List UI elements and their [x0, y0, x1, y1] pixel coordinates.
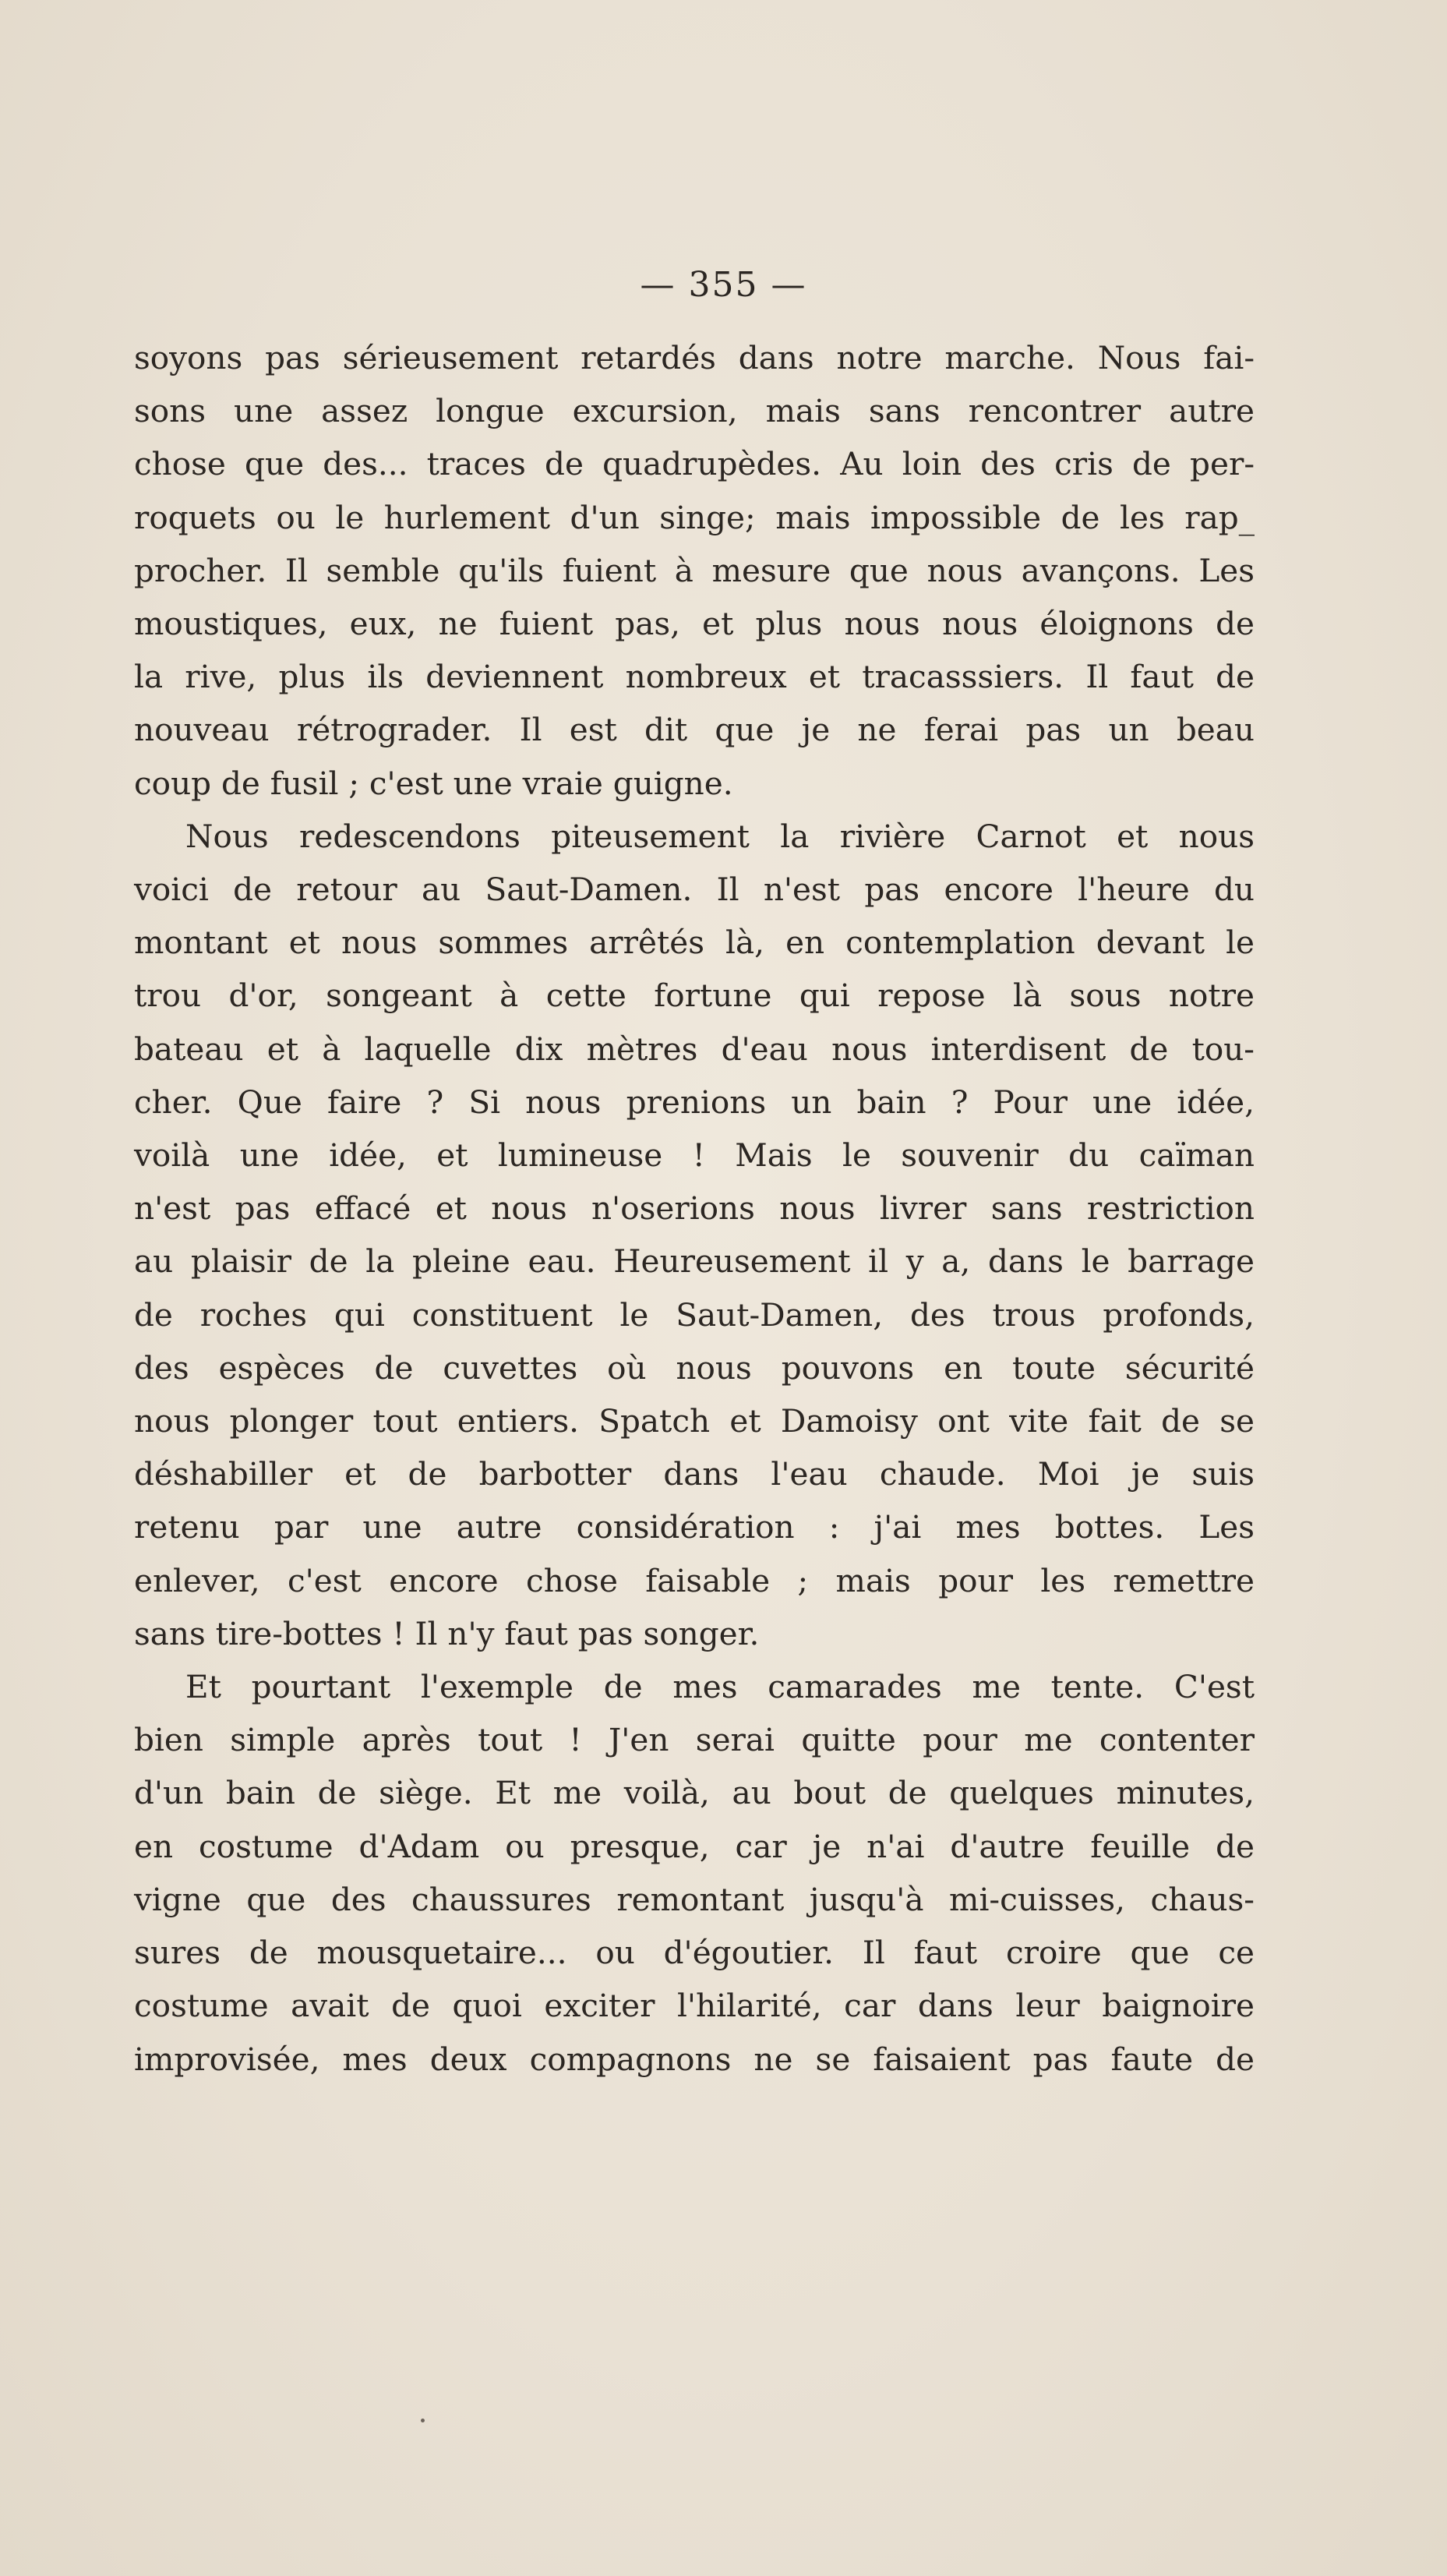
- text-line: improvisée, mes deux compagnons ne se faisaient pas faute de: [134, 2040, 1255, 2078]
- text-line: bien simple après tout ! J'en serai quitte pour me contenter: [134, 1721, 1255, 1759]
- text-line: soyons pas sérieusement retardés dans notre marche. Nous fai-: [134, 339, 1255, 376]
- page-number: — 355 —: [640, 265, 807, 305]
- text-line: voilà une idée, et lumineuse ! Mais le souvenir du caïman: [134, 1136, 1255, 1175]
- text-line: enlever, c'est encore chose faisable ; mais pour les remettre: [134, 1561, 1255, 1599]
- text-line: d'un bain de siège. Et me voilà, au bout de quelques minutes,: [134, 1774, 1255, 1812]
- text-line: Et pourtant l'exemple de mes camarades me tente. C'est: [185, 1668, 1255, 1706]
- text-line: procher. Il semble qu'ils fuient à mesure que nous avançons. Les: [134, 551, 1255, 589]
- text-line: des espèces de cuvettes où nous pouvons en toute sécurité: [134, 1348, 1255, 1387]
- text-line: costume avait de quoi exciter l'hilarité, car dans leur baignoire: [134, 1987, 1255, 2025]
- paragraph: [134, 331, 1255, 810]
- text-line: vigne que des chaussures remontant jusqu'à mi-cuisses, chaus-: [134, 1880, 1255, 1918]
- text-line: voici de retour au Saut-Damen. Il n'est pas encore l'heure du: [134, 871, 1255, 909]
- text-line: roquets ou le hurlement d'un singe; mais impossible de les rap_: [134, 498, 1255, 536]
- text-line: la rive, plus ils deviennent nombreux et tracasssiers. Il faut de: [134, 658, 1255, 696]
- text-line: Nous redescendons piteusement la rivière Carnot et nous: [185, 817, 1255, 855]
- paragraph: [134, 810, 1255, 1660]
- paper-speck: [421, 2419, 425, 2422]
- text-line: en costume d'Adam ou presque, car je n'ai d'autre feuille de: [134, 1827, 1255, 1865]
- text-line: nouveau rétrograder. Il est dit que je ne ferai pas un beau: [134, 711, 1255, 749]
- text-line: montant et nous sommes arrêtés là, en contemplation devant le: [134, 924, 1255, 962]
- text-line: cher. Que faire ? Si nous prenions un bain ? Pour une idée,: [134, 1083, 1255, 1121]
- text-line: de roches qui constituent le Saut-Damen, des trous profonds,: [134, 1295, 1255, 1334]
- text-line: au plaisir de la pleine eau. Heureusement il y a, dans le barrage: [134, 1242, 1255, 1281]
- text-line: sures de mousquetaire... ou d'égoutier. Il faut croire que ce: [134, 1934, 1255, 1972]
- text-line: sans tire-bottes ! Il n'y faut pas songer.: [134, 1614, 760, 1652]
- paragraph: [134, 1660, 1255, 2086]
- text-line: trou d'or, songeant à cette fortune qui repose là sous notre: [134, 977, 1255, 1015]
- text-line: nous plonger tout entiers. Spatch et Damoisy ont vite fait de se: [134, 1402, 1255, 1440]
- text-line: déshabiller et de barbotter dans l'eau chaude. Moi je suis: [134, 1455, 1255, 1493]
- text-line: coup de fusil ; c'est une vraie guigne.: [134, 764, 733, 802]
- text-line: n'est pas effacé et nous n'oserions nous livrer sans restriction: [134, 1189, 1255, 1228]
- body-text: [134, 331, 1255, 2086]
- text-line: retenu par une autre considération : j'ai mes bottes. Les: [134, 1508, 1255, 1546]
- text-line: sons une assez longue excursion, mais sans rencontrer autre: [134, 392, 1255, 430]
- text-line: bateau et à laquelle dix mètres d'eau nous interdisent de tou-: [134, 1030, 1255, 1068]
- text-line: moustiques, eux, ne fuient pas, et plus nous nous éloignons de: [134, 605, 1255, 643]
- text-line: chose que des... traces de quadrupèdes. Au loin des cris de per-: [134, 445, 1255, 483]
